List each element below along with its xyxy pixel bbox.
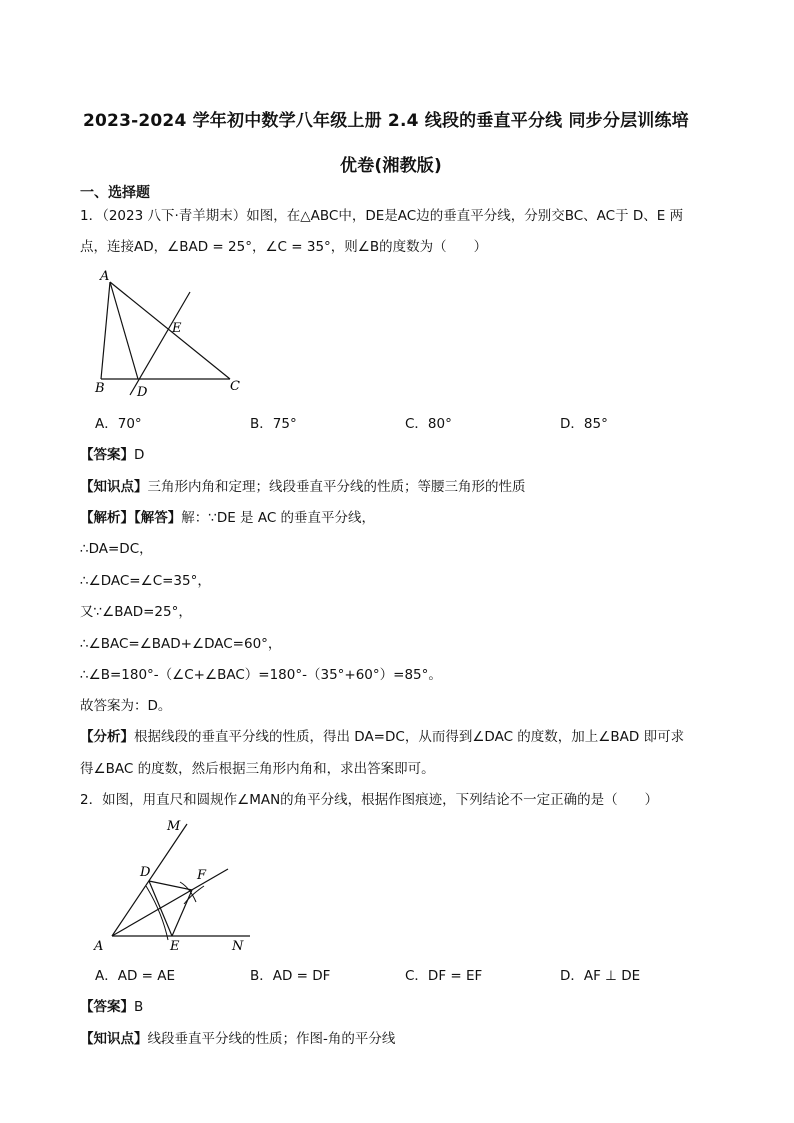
label-d: D <box>140 865 151 880</box>
q1-step-6: 故答案为：D。 <box>80 698 172 714</box>
label-d: D <box>137 385 148 400</box>
segment-ef <box>172 890 192 936</box>
q2-option-a: A．AD = AE <box>95 968 176 984</box>
q2-knowledge <box>80 1030 395 1048</box>
document-title-line-2: 优卷(湘教版) <box>340 156 442 176</box>
q2-stem: 2．如图，用直尺和圆规作∠MAN的角平分线，根据作图痕迹，下列结论不一定正确的是（ ） <box>80 792 659 808</box>
construction-arc-1 <box>146 886 168 940</box>
bisector-af <box>112 869 228 936</box>
answer-value: D <box>134 447 145 463</box>
label-c: C <box>230 379 240 394</box>
q2-option-c: C．DF = EF <box>405 968 483 984</box>
knowledge-tag: 【知识点】 <box>80 479 148 495</box>
q2-answer <box>80 998 143 1016</box>
q1-step-2: ∴∠DAC=∠C=35°， <box>80 573 211 589</box>
segment-df <box>149 881 192 890</box>
analysis-first-line: 解：∵DE 是 AC 的垂直平分线， <box>181 510 376 526</box>
q2-option-d: D．AF ⊥ DE <box>560 968 641 984</box>
q1-fenxi-line-2: 得∠BAC 的度数，然后根据三角形内角和，求出答案即可。 <box>80 761 435 777</box>
q1-knowledge <box>80 478 526 496</box>
q1-fenxi-line-1 <box>80 728 684 746</box>
ray-am <box>112 824 187 936</box>
knowledge-value: 三角形内角和定理；线段垂直平分线的性质；等腰三角形的性质 <box>147 479 526 495</box>
analysis-tag: 【解析】【解答】 <box>80 510 182 526</box>
q1-answer <box>80 446 144 464</box>
q1-option-d: D．85° <box>560 416 608 432</box>
segment-ad <box>110 282 138 379</box>
label-m: M <box>167 819 181 834</box>
answer-tag: 【答案】 <box>80 999 134 1015</box>
q1-step-4: ∴∠BAC=∠BAD+∠DAC=60°， <box>80 636 282 652</box>
q1-step-5: ∴∠B=180°-（∠C+∠BAC）=180°-（35°+60°）=85°。 <box>80 667 442 683</box>
document-title-line-1: 2023-2024 学年初中数学八年级上册 2.4 线段的垂直平分线 同步分层训练培 <box>83 111 689 131</box>
label-f: F <box>197 868 207 883</box>
section-heading: 一、选择题 <box>80 185 150 201</box>
q1-analysis <box>80 509 375 527</box>
q2-option-b: B．AD = DF <box>250 968 331 984</box>
q1-option-c: C．80° <box>405 416 452 432</box>
answer-tag: 【答案】 <box>80 447 134 463</box>
label-b: B <box>95 381 105 396</box>
q1-triangle-figure <box>80 262 260 407</box>
fenxi-text: 根据线段的垂直平分线的性质，得出 DA=DC，从而得到∠DAC 的度数，加上∠BAD 即可求 <box>134 729 685 745</box>
fenxi-tag: 【分析】 <box>80 729 134 745</box>
q1-stem-line-1: 1．（2023 八下·青羊期末）如图，在△ABC中，DE是AC边的垂直平分线，分别交BC、AC于 D、E 两 <box>80 208 684 224</box>
label-e: E <box>170 939 180 954</box>
label-a: A <box>100 269 110 284</box>
q1-stem-line-2: 点，连接AD，∠BAD = 25°，∠C = 35°，则∠B的度数为（ ） <box>80 239 488 255</box>
segment-ac <box>110 282 230 379</box>
segment-ab <box>101 282 110 379</box>
q1-step-3: 又∵∠BAD=25°， <box>80 604 192 620</box>
answer-value: B <box>134 999 144 1015</box>
q2-angle-bisector-figure <box>80 812 270 957</box>
label-e: E <box>172 321 182 336</box>
label-n: N <box>232 939 244 954</box>
label-a: A <box>94 939 104 954</box>
knowledge-tag: 【知识点】 <box>80 1031 148 1047</box>
segment-de <box>149 881 172 936</box>
q1-option-b: B．75° <box>250 416 297 432</box>
q1-option-a: A．70° <box>95 416 142 432</box>
knowledge-value: 线段垂直平分线的性质；作图-角的平分线 <box>147 1031 396 1047</box>
q1-step-1: ∴DA=DC， <box>80 541 153 557</box>
